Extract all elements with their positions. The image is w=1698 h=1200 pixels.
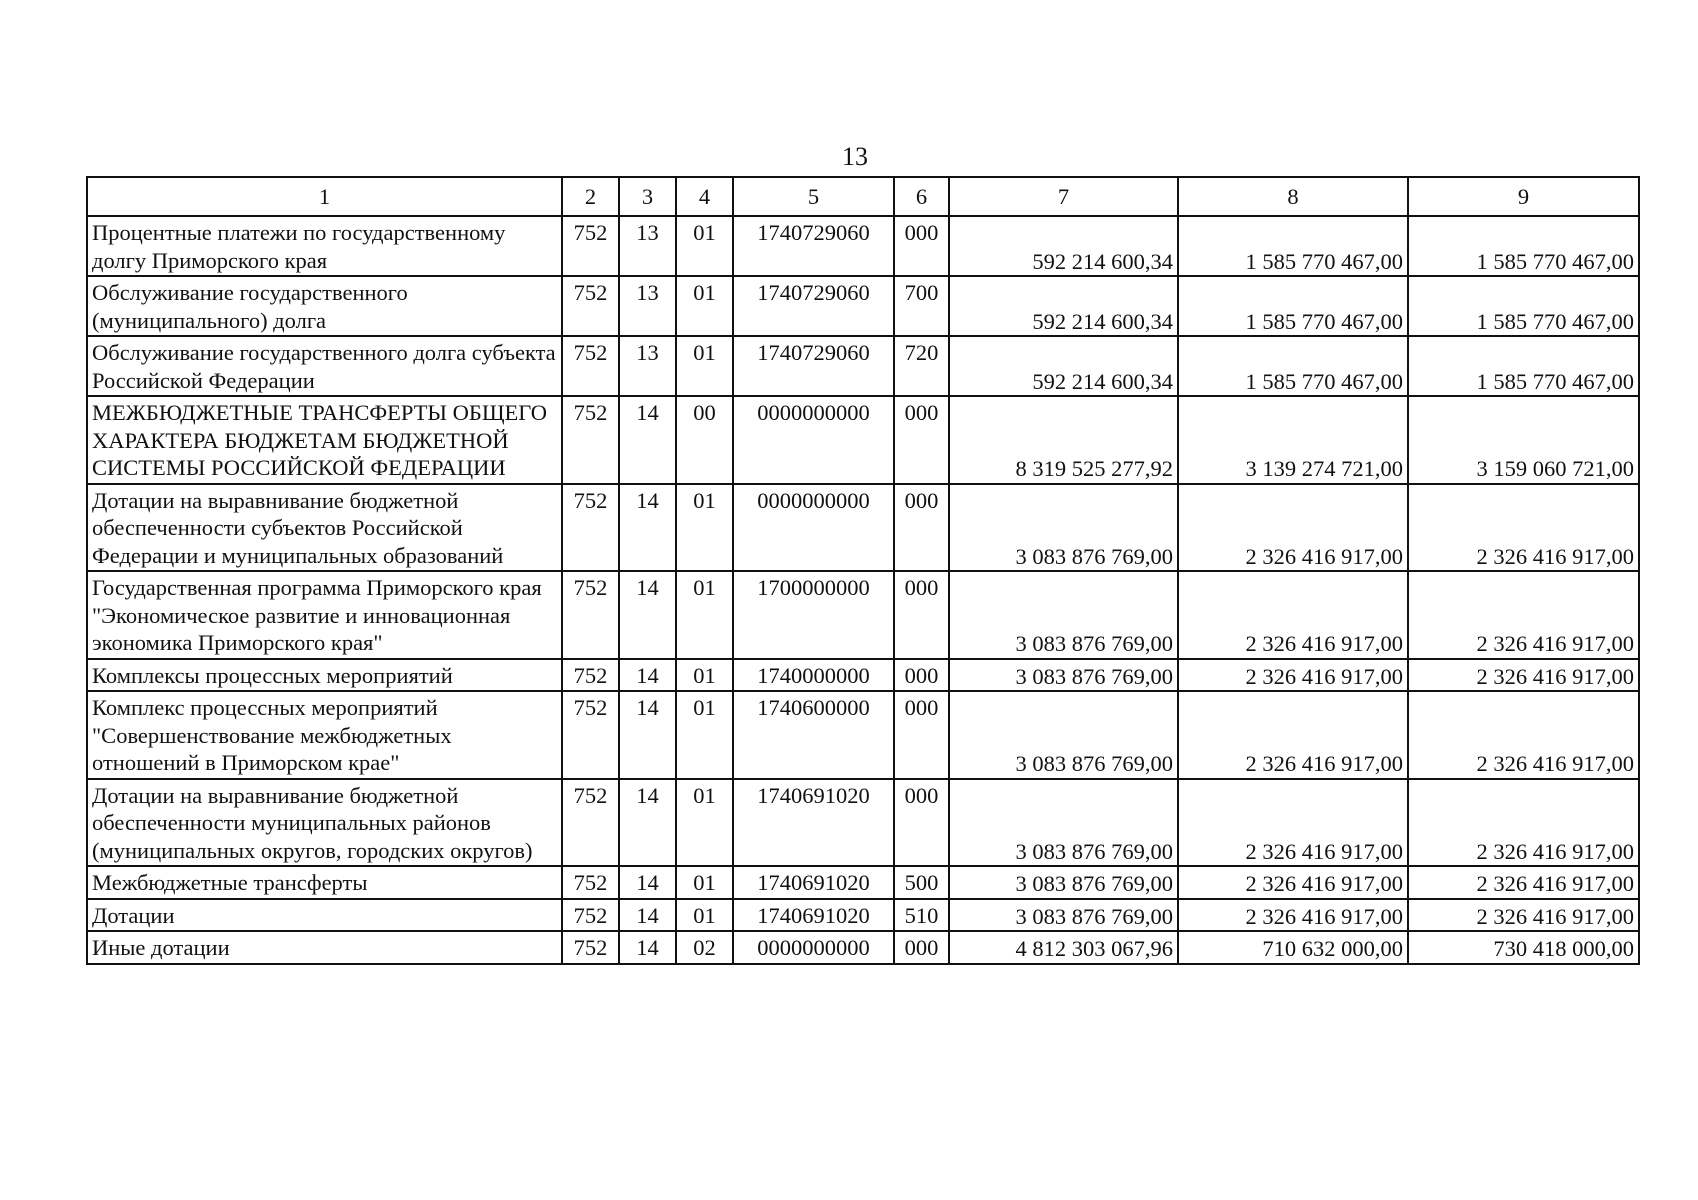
row-code-cell: 14 <box>619 779 676 867</box>
row-sum-cell: 592 214 600,34 <box>949 276 1178 336</box>
row-sum-cell: 2 326 416 917,00 <box>1408 484 1639 572</box>
row-sum-cell: 2 326 416 917,00 <box>1178 899 1408 932</box>
row-code-cell: 000 <box>894 216 949 276</box>
row-code-cell: 14 <box>619 931 676 964</box>
row-sum-cell: 3 159 060 721,00 <box>1408 396 1639 484</box>
row-sum-cell: 3 083 876 769,00 <box>949 866 1178 899</box>
row-code-cell: 752 <box>562 396 619 484</box>
table-row <box>87 691 1639 779</box>
row-code-cell: 01 <box>676 571 733 659</box>
row-code-cell: 0000000000 <box>733 931 894 964</box>
row-code-cell: 000 <box>894 571 949 659</box>
page-number: 13 <box>842 142 868 171</box>
row-name-cell: МЕЖБЮДЖЕТНЫЕ ТРАНСФЕРТЫ ОБЩЕГО ХАРАКТЕРА БЮДЖЕТАМ БЮДЖЕТНОЙ СИСТЕМЫ РОССИЙСКОЙ ФЕДЕРАЦИИ <box>87 396 562 484</box>
row-code-cell: 1740600000 <box>733 691 894 779</box>
table-row <box>87 571 1639 659</box>
header-cell: 4 <box>676 177 733 216</box>
budget-table <box>86 176 1640 965</box>
row-sum-cell: 592 214 600,34 <box>949 216 1178 276</box>
row-sum-cell: 2 326 416 917,00 <box>1408 866 1639 899</box>
row-sum-cell: 2 326 416 917,00 <box>1178 691 1408 779</box>
row-sum-cell: 3 083 876 769,00 <box>949 659 1178 692</box>
table-row <box>87 931 1639 964</box>
row-code-cell: 752 <box>562 866 619 899</box>
table-row <box>87 276 1639 336</box>
row-code-cell: 0000000000 <box>733 484 894 572</box>
row-code-cell: 14 <box>619 484 676 572</box>
header-cell: 1 <box>87 177 562 216</box>
row-sum-cell: 4 812 303 067,96 <box>949 931 1178 964</box>
row-code-cell: 1740691020 <box>733 779 894 867</box>
row-code-cell: 01 <box>676 484 733 572</box>
row-name-cell: Дотации <box>87 899 562 932</box>
row-code-cell: 000 <box>894 779 949 867</box>
row-name-cell: Дотации на выравнивание бюджетной обеспеченности субъектов Российской Федерации и муниципальных образований <box>87 484 562 572</box>
row-code-cell: 14 <box>619 866 676 899</box>
table-row <box>87 484 1639 572</box>
row-code-cell: 14 <box>619 659 676 692</box>
header-row <box>87 177 1639 216</box>
row-sum-cell: 1 585 770 467,00 <box>1408 216 1639 276</box>
row-code-cell: 13 <box>619 276 676 336</box>
table-row <box>87 659 1639 692</box>
row-name-cell: Комплекс процессных мероприятий "Совершенствование межбюджетных отношений в Приморском крае" <box>87 691 562 779</box>
row-code-cell: 752 <box>562 276 619 336</box>
header-cell: 9 <box>1408 177 1639 216</box>
row-code-cell: 00 <box>676 396 733 484</box>
table-row <box>87 396 1639 484</box>
row-code-cell: 13 <box>619 336 676 396</box>
table-body <box>87 216 1639 964</box>
row-name-cell: Иные дотации <box>87 931 562 964</box>
row-code-cell: 000 <box>894 484 949 572</box>
row-code-cell: 752 <box>562 931 619 964</box>
row-sum-cell: 2 326 416 917,00 <box>1408 899 1639 932</box>
row-code-cell: 02 <box>676 931 733 964</box>
header-cell: 5 <box>733 177 894 216</box>
row-code-cell: 01 <box>676 899 733 932</box>
header-cell: 3 <box>619 177 676 216</box>
row-name-cell: Государственная программа Приморского края "Экономическое развитие и инновационная экономика Приморского края" <box>87 571 562 659</box>
row-sum-cell: 1 585 770 467,00 <box>1408 336 1639 396</box>
row-code-cell: 0000000000 <box>733 396 894 484</box>
row-code-cell: 01 <box>676 691 733 779</box>
table-row <box>87 899 1639 932</box>
row-sum-cell: 2 326 416 917,00 <box>1408 659 1639 692</box>
row-sum-cell: 8 319 525 277,92 <box>949 396 1178 484</box>
row-code-cell: 1740000000 <box>733 659 894 692</box>
row-code-cell: 510 <box>894 899 949 932</box>
row-sum-cell: 2 326 416 917,00 <box>1178 866 1408 899</box>
row-name-cell: Комплексы процессных мероприятий <box>87 659 562 692</box>
row-code-cell: 000 <box>894 931 949 964</box>
row-code-cell: 000 <box>894 659 949 692</box>
row-sum-cell: 3 083 876 769,00 <box>949 779 1178 867</box>
row-sum-cell: 2 326 416 917,00 <box>1178 779 1408 867</box>
row-code-cell: 01 <box>676 336 733 396</box>
row-sum-cell: 2 326 416 917,00 <box>1408 691 1639 779</box>
row-sum-cell: 2 326 416 917,00 <box>1408 779 1639 867</box>
row-code-cell: 1740691020 <box>733 866 894 899</box>
row-name-cell: Процентные платежи по государственному долгу Приморского края <box>87 216 562 276</box>
row-sum-cell: 2 326 416 917,00 <box>1178 484 1408 572</box>
row-sum-cell: 2 326 416 917,00 <box>1178 571 1408 659</box>
row-code-cell: 752 <box>562 571 619 659</box>
row-code-cell: 01 <box>676 216 733 276</box>
row-sum-cell: 592 214 600,34 <box>949 336 1178 396</box>
row-name-cell: Обслуживание государственного (муниципального) долга <box>87 276 562 336</box>
table-row <box>87 216 1639 276</box>
row-sum-cell: 3 083 876 769,00 <box>949 899 1178 932</box>
row-code-cell: 000 <box>894 691 949 779</box>
row-sum-cell: 3 083 876 769,00 <box>949 691 1178 779</box>
row-sum-cell: 3 083 876 769,00 <box>949 484 1178 572</box>
row-code-cell: 1740729060 <box>733 276 894 336</box>
row-sum-cell: 710 632 000,00 <box>1178 931 1408 964</box>
header-cell: 8 <box>1178 177 1408 216</box>
row-code-cell: 752 <box>562 779 619 867</box>
row-sum-cell: 1 585 770 467,00 <box>1178 336 1408 396</box>
header-cell: 2 <box>562 177 619 216</box>
table-row <box>87 779 1639 867</box>
row-code-cell: 14 <box>619 396 676 484</box>
row-code-cell: 1740691020 <box>733 899 894 932</box>
header-cell: 7 <box>949 177 1178 216</box>
table-row <box>87 336 1639 396</box>
row-code-cell: 1740729060 <box>733 216 894 276</box>
row-sum-cell: 1 585 770 467,00 <box>1178 276 1408 336</box>
row-code-cell: 752 <box>562 336 619 396</box>
row-code-cell: 752 <box>562 484 619 572</box>
row-code-cell: 01 <box>676 659 733 692</box>
row-sum-cell: 2 326 416 917,00 <box>1408 571 1639 659</box>
row-code-cell: 752 <box>562 691 619 779</box>
row-sum-cell: 1 585 770 467,00 <box>1178 216 1408 276</box>
row-code-cell: 752 <box>562 659 619 692</box>
row-sum-cell: 730 418 000,00 <box>1408 931 1639 964</box>
header-cell: 6 <box>894 177 949 216</box>
row-code-cell: 14 <box>619 899 676 932</box>
row-code-cell: 01 <box>676 779 733 867</box>
row-code-cell: 1700000000 <box>733 571 894 659</box>
row-code-cell: 14 <box>619 691 676 779</box>
row-code-cell: 500 <box>894 866 949 899</box>
row-sum-cell: 3 083 876 769,00 <box>949 571 1178 659</box>
row-code-cell: 1740729060 <box>733 336 894 396</box>
row-code-cell: 01 <box>676 866 733 899</box>
row-name-cell: Обслуживание государственного долга субъекта Российской Федерации <box>87 336 562 396</box>
row-code-cell: 13 <box>619 216 676 276</box>
row-code-cell: 000 <box>894 396 949 484</box>
row-code-cell: 720 <box>894 336 949 396</box>
row-code-cell: 752 <box>562 899 619 932</box>
table-row <box>87 866 1639 899</box>
row-code-cell: 752 <box>562 216 619 276</box>
row-code-cell: 01 <box>676 276 733 336</box>
row-code-cell: 700 <box>894 276 949 336</box>
row-sum-cell: 2 326 416 917,00 <box>1178 659 1408 692</box>
row-sum-cell: 1 585 770 467,00 <box>1408 276 1639 336</box>
row-code-cell: 14 <box>619 571 676 659</box>
row-sum-cell: 3 139 274 721,00 <box>1178 396 1408 484</box>
row-name-cell: Дотации на выравнивание бюджетной обеспеченности муниципальных районов (муниципальных округов, городских округов) <box>87 779 562 867</box>
row-name-cell: Межбюджетные трансферты <box>87 866 562 899</box>
